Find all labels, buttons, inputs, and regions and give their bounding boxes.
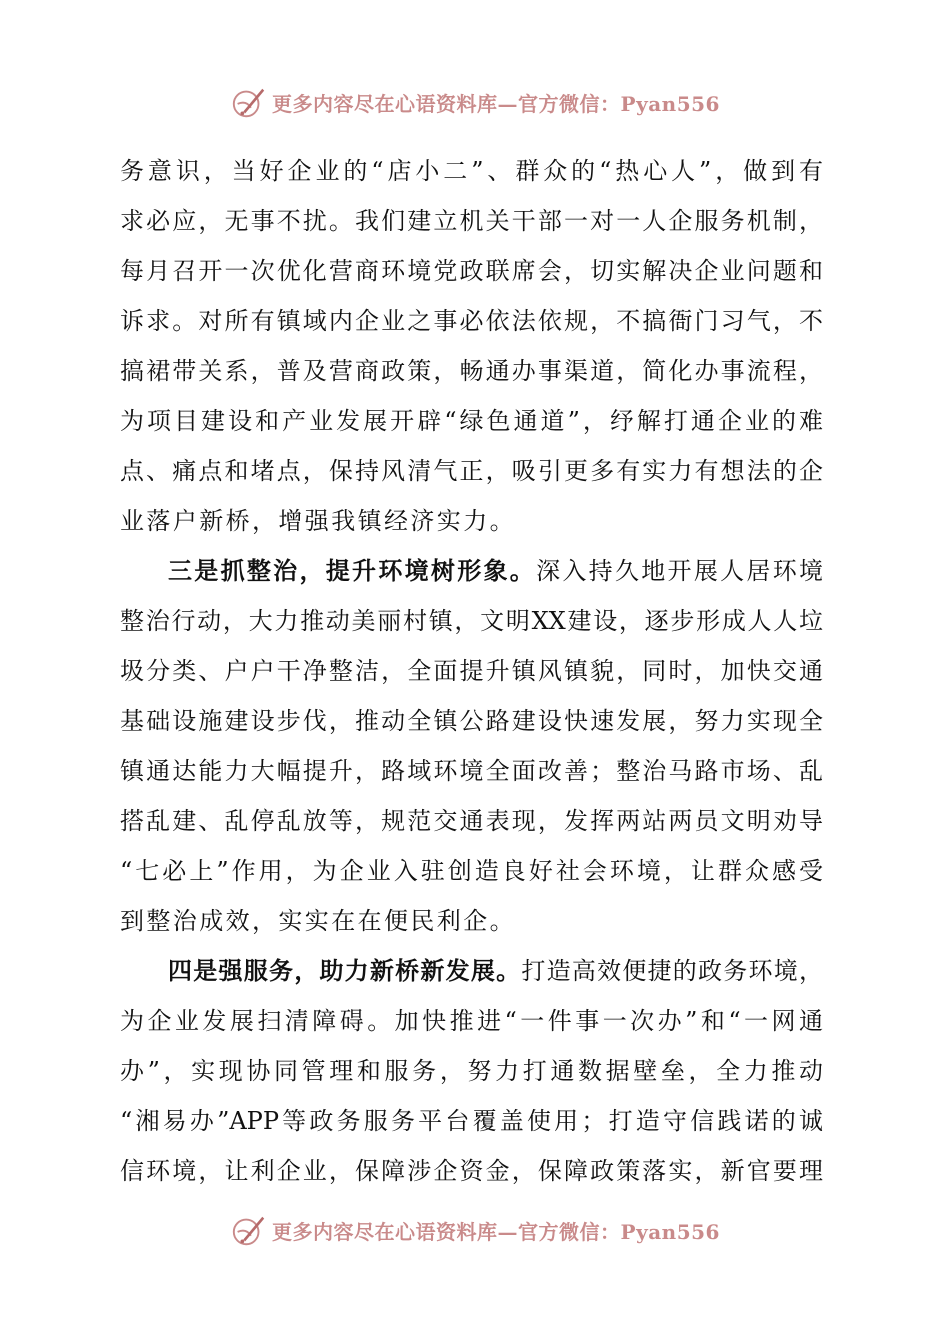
footer-banner-text: 更多内容尽在心语资料库—官方微信：Pyan556: [272, 1219, 720, 1244]
text-line: [120, 996, 823, 1046]
quill-ink-icon: [230, 83, 268, 121]
text-line-content: 到整治成效，实实在在便民利企。: [120, 907, 516, 935]
text-line: [120, 846, 823, 896]
text-line-content: 务意识，当好企业的“店小二”、群众的“热心人”，做到有: [120, 157, 823, 185]
text-line: [120, 196, 823, 246]
text-line-content: 镇通达能力大幅提升，路域环境全面改善；整治马路市场、乱: [120, 757, 823, 785]
text-line-content: 为项目建设和产业发展开辟“绿色通道”，纾解打通企业的难: [120, 407, 823, 435]
text-line-content: 搞裙带关系，普及营商政策，畅通办事渠道，简化办事流程，: [120, 357, 823, 385]
text-line: [168, 946, 823, 996]
text-line-content: 搭乱建、乱停乱放等，规范交通表现，发挥两站两员文明劝导: [120, 807, 823, 835]
text-line: [120, 1146, 823, 1196]
text-line-content: 求必应，无事不扰。我们建立机关干部一对一人企服务机制，: [120, 207, 823, 235]
text-line: [120, 446, 823, 496]
text-line-content: 信环境，让利企业，保障涉企资金，保障政策落实，新官要理: [120, 1157, 823, 1185]
text-line: [120, 346, 823, 396]
text-line-content: “七必上”作用，为企业入驻创造良好社会环境，让群众感受: [120, 857, 823, 885]
footer-banner: [0, 1210, 950, 1250]
text-line-content: 深入持久地开展人居环境: [536, 557, 824, 585]
section-heading: 四是强服务，助力新桥新发展。: [168, 956, 522, 985]
text-line: [120, 646, 823, 696]
text-line-content: 诉求。对所有镇域内企业之事必依法依规，不搞衙门习气，不: [120, 307, 823, 335]
text-line-content: 为企业发展扫清障碍。加快推进“一件事一次办”和“一网通: [120, 1007, 823, 1035]
text-line: [120, 696, 823, 746]
text-line: [120, 296, 823, 346]
text-line-content: 圾分类、户户干净整洁，全面提升镇风镇貌，同时，加快交通: [120, 657, 823, 685]
text-line: [120, 146, 823, 196]
quill-ink-icon: [230, 1211, 268, 1249]
text-line-content: 业落户新桥，增强我镇经济实力。: [120, 507, 516, 535]
text-line: [120, 396, 823, 446]
text-line: [168, 546, 823, 596]
text-line-content: 基础设施建设步伐，推动全镇公路建设快速发展，努力实现全: [120, 707, 823, 735]
text-line: [120, 746, 823, 796]
text-line: [120, 896, 823, 946]
text-line: [120, 596, 823, 646]
text-line: [120, 1046, 823, 1096]
section-heading: 三是抓整治，提升环境树形象。: [168, 556, 537, 585]
text-line-content: 整治行动，大力推动美丽村镇，文明XX建设，逐步形成人人垃: [120, 607, 823, 635]
text-line: [120, 496, 823, 546]
text-line-content: 办”，实现协同管理和服务，努力打通数据壁垒，全力推动: [120, 1057, 823, 1085]
text-line-content: 点、痛点和堵点，保持风清气正，吸引更多有实力有想法的企: [120, 457, 823, 485]
header-banner-text: 更多内容尽在心语资料库—官方微信：Pyan556: [272, 91, 720, 116]
header-banner: [0, 82, 950, 122]
text-line-content: “湘易办”APP等政务服务平台覆盖使用；打造守信践诺的诚: [120, 1107, 823, 1135]
text-line: [120, 246, 823, 296]
text-line: [120, 796, 823, 846]
text-line-content: 打造高效便捷的政务环境，: [521, 957, 823, 985]
text-line-content: 每月召开一次优化营商环境党政联席会，切实解决企业问题和: [120, 257, 823, 285]
text-line: [120, 1096, 823, 1146]
